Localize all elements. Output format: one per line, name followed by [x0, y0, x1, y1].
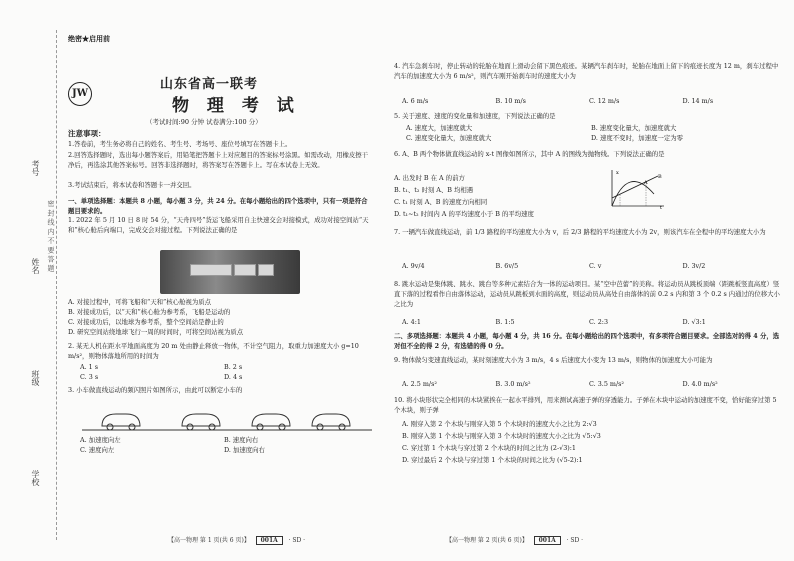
q6-option: B. t₁、t₂ 时刻 A、B 均相遇 — [394, 186, 474, 194]
q1-option: A. 对接过程中，可将飞船和“天和”核心舱视为质点 — [68, 298, 212, 306]
q8-option: B. 1:5 — [495, 318, 515, 326]
seal-line — [56, 30, 57, 540]
q10-option: D. 穿过最后 2 个木块与穿过第 1 个木块的时间之比为 (√5-2):1 — [402, 456, 583, 464]
notice-item: 3.考试结束后，将本试卷和答题卡一并交回。 — [68, 181, 196, 189]
q4-options — [402, 97, 776, 107]
q1-option: B. 对接成功后，以“天和”核心舱为参考系，飞船是运动的 — [68, 308, 231, 316]
q1-option: D. 研究空间站绕地球飞行一周的时间时，可将空间站视为质点 — [68, 328, 244, 336]
exam-subject: 物 理 考 试 — [172, 96, 300, 116]
question-7: 7. 一辆汽车做直线运动，前 1/3 路程的平均速度大小为 v，后 2/3 路程的平均速度大小为 2v，则该汽车在全程中的平均速度大小为 — [394, 228, 766, 236]
q9-option: C. 3.5 m/s² — [589, 380, 624, 388]
q8-option: D. √3:1 — [682, 318, 706, 326]
svg-text:B: B — [658, 174, 662, 180]
right-column — [386, 0, 784, 561]
q6-option: A. 出发时 B 在 A 的前方 — [394, 174, 465, 182]
q4-option: C. 12 m/s — [589, 97, 620, 105]
question-6: 6. A、B 两个物体做直线运动的 x-t 图像如图所示，其中 A 的图线为抛物线。下列说法正确的是 — [394, 150, 665, 158]
q7-option: C. v — [589, 262, 602, 270]
q8-options — [402, 318, 776, 328]
svg-text:x: x — [616, 170, 619, 176]
class-label: 班级 — [31, 370, 40, 386]
q2-option: A. 1 s — [80, 363, 99, 371]
question-10: 10. 将小块形状完全相同的木块紧挨在一起水平排列，用来测试高速子弹的穿透能力。子弹在木块中运动的加速度不变，恰好能穿过第 5 个木块，则子弹 — [394, 396, 777, 414]
q3-option: A. 加速度向左 — [80, 436, 121, 444]
q5-option: A. 速度大，加速度就大 — [406, 124, 473, 132]
q3-options — [80, 436, 368, 456]
q2-option: B. 2 s — [224, 363, 243, 371]
q7-option: B. 6v/5 — [495, 262, 519, 270]
q1-option: C. 对接成功后，以地球为参考系，整个空间站是静止的 — [68, 318, 224, 326]
question-8: 8. 跳水运动是集体跳、跳水、跳台等多种元素结合为一体的运动项目。某“空中芭蕾”的美称。将运动员从跳板顶端（距跳板竖直高度）竖直下落的过程看作自由落体运动，运动员从跳板到水面的高度，则运动员从高处自由落体的前 0.2 s 内和第 3 个 0.2 s 内通过的位移大小之比为 — [394, 280, 780, 308]
q5-option: D. 速度不变时，加速度一定为零 — [591, 133, 684, 142]
q10-option: A. 刚穿入第 2 个木块与刚穿入第 5 个木块时的速度大小之比为 2:√3 — [402, 420, 597, 428]
q3-option: C. 速度向左 — [80, 445, 115, 454]
q5-option: B. 速度变化量大，加速度就大 — [591, 124, 677, 132]
q8-option: C. 2:3 — [589, 318, 609, 326]
confidential-mark: 绝密★启用前 — [68, 34, 110, 43]
left-footer — [168, 536, 305, 545]
right-footer — [446, 536, 583, 545]
q10-option: C. 穿过第 1 个木块与穿过第 2 个木块的时间之比为 (2-√3):1 — [402, 444, 577, 452]
question-5: 5. 关于速度、速度的变化量和加速度，下列说法正确的是 — [394, 112, 556, 120]
notice-heading: 注意事项： — [68, 129, 106, 138]
footer-code: 001A — [534, 536, 561, 545]
name-label: 姓名 — [31, 258, 40, 274]
binding-margin — [8, 40, 58, 540]
section-two-heading: 二、多项选择题：本题共 4 小题，每小题 4 分，共 16 分。在每小题给出的四个选项中，有多项符合题目要求。全部选对的得 4 分，选对但不全的得 2 分，有选错的得 0 分。 — [394, 332, 780, 350]
q10-option: B. 刚穿入第 1 个木块与刚穿入第 3 个木块时的速度大小之比为 √5:√3 — [402, 432, 601, 440]
footer-mark: · SD · — [566, 536, 584, 544]
q7-option: D. 3v/2 — [682, 262, 706, 270]
q2-option: C. 3 s — [80, 372, 99, 381]
seal-line-text: 密 封 线 内 不 要 答 题 — [47, 200, 55, 272]
notice-item: 1.答卷前，考生务必将自己的姓名、考生号、考场号、座位号填写在答题卡上。 — [68, 140, 292, 148]
question-9: 9. 物体做匀变速直线运动，某时刻速度大小为 3 m/s，4 s 后速度大小变为 13 m/s，则物体的加速度大小可能为 — [394, 356, 713, 364]
q8-option: A. 4:1 — [402, 318, 421, 326]
q4-option: B. 10 m/s — [495, 97, 526, 105]
q9-option: A. 2.5 m/s² — [402, 380, 437, 388]
footer-mark: · SD · — [288, 536, 306, 544]
svg-text:t: t — [660, 205, 663, 210]
q9-option: B. 3.0 m/s² — [495, 380, 531, 388]
q3-option: D. 加速度向右 — [224, 445, 265, 454]
footer-page-text: 【高一物理 第 1 页(共 6 页)】 — [168, 536, 250, 544]
q4-option: A. 6 m/s — [402, 97, 429, 105]
xt-graph-figure — [606, 168, 666, 210]
q7-options — [402, 262, 776, 272]
left-column — [60, 0, 376, 561]
footer-code: 001A — [256, 536, 283, 545]
q5-options — [406, 124, 776, 144]
question-2: 2. 某无人机在距水平地面高度为 20 m 处由静止释放一物体，不计空气阻力，取重力加速度大小 g=10 m/s²，则物体落地所用的时间为 — [68, 342, 359, 360]
q5-option: C. 速度变化量大，加速度就大 — [406, 133, 492, 142]
question-1: 1. 2022 年 5 月 10 日 8 时 54 分，“天舟四号”货运飞船采用自主快速交会对接模式，成功对接空间站“天和”核心舱后向端口，完成交会对接过程。下列说法正确的是 — [68, 216, 369, 234]
q6-option: D. t₁~t₂ 时间内 A 的平均速度小于 B 的平均速度 — [394, 210, 534, 218]
q9-option: D. 4.0 m/s² — [682, 380, 718, 388]
q9-options — [402, 380, 776, 390]
logo-icon: JW — [68, 82, 92, 106]
q4-option: D. 14 m/s — [682, 97, 714, 105]
school-label: 学校 — [31, 470, 40, 486]
footer-page-text: 【高一物理 第 2 页(共 6 页)】 — [446, 536, 528, 544]
notice-item: 2.回答选择题时，选出每小题答案后，用铅笔把答题卡上对应题目的答案标号涂黑。如需改动，用橡皮擦干净后，再选涂其他答案标号。回答非选择题时，将答案写在答题卡上。写在本试卷上无效。 — [68, 151, 369, 169]
section-one-heading: 一、单项选择题：本题共 8 小题，每小题 3 分，共 24 分。在每小题给出的四个选项中，只有一项是符合题目要求的。 — [68, 197, 368, 215]
question-4: 4. 汽车急刹车时，停止转动的轮胎在地面上滑动会留下黑色痕迹。某辆汽车刹车时，轮胎在地面上留下的痕迹长度为 12 m，刹车过程中汽车的加速度大小为 6 m/s²，则汽车刚开始刹车时的速度大小为 — [394, 62, 779, 80]
spacecraft-photo — [160, 250, 300, 294]
q6-option: C. t₁ 时刻 A、B 的速度方向相同 — [394, 198, 488, 206]
exam-info: （考试时间:90 分钟 试卷满分:100 分） — [146, 118, 262, 126]
q2-options — [80, 363, 368, 383]
exam-title: 山东省高一联考 — [160, 77, 259, 92]
q7-option: A. 9v/4 — [402, 262, 425, 270]
question-3: 3. 小车做直线运动的频闪照片如图所示，由此可以断定小车的 — [68, 386, 243, 394]
q2-option: D. 4 s — [224, 372, 243, 381]
svg-text:A: A — [644, 180, 648, 186]
exam-number-label: 考号 — [31, 160, 40, 176]
q3-option: B. 速度向右 — [224, 436, 259, 444]
car-strobe-figure — [82, 402, 372, 434]
